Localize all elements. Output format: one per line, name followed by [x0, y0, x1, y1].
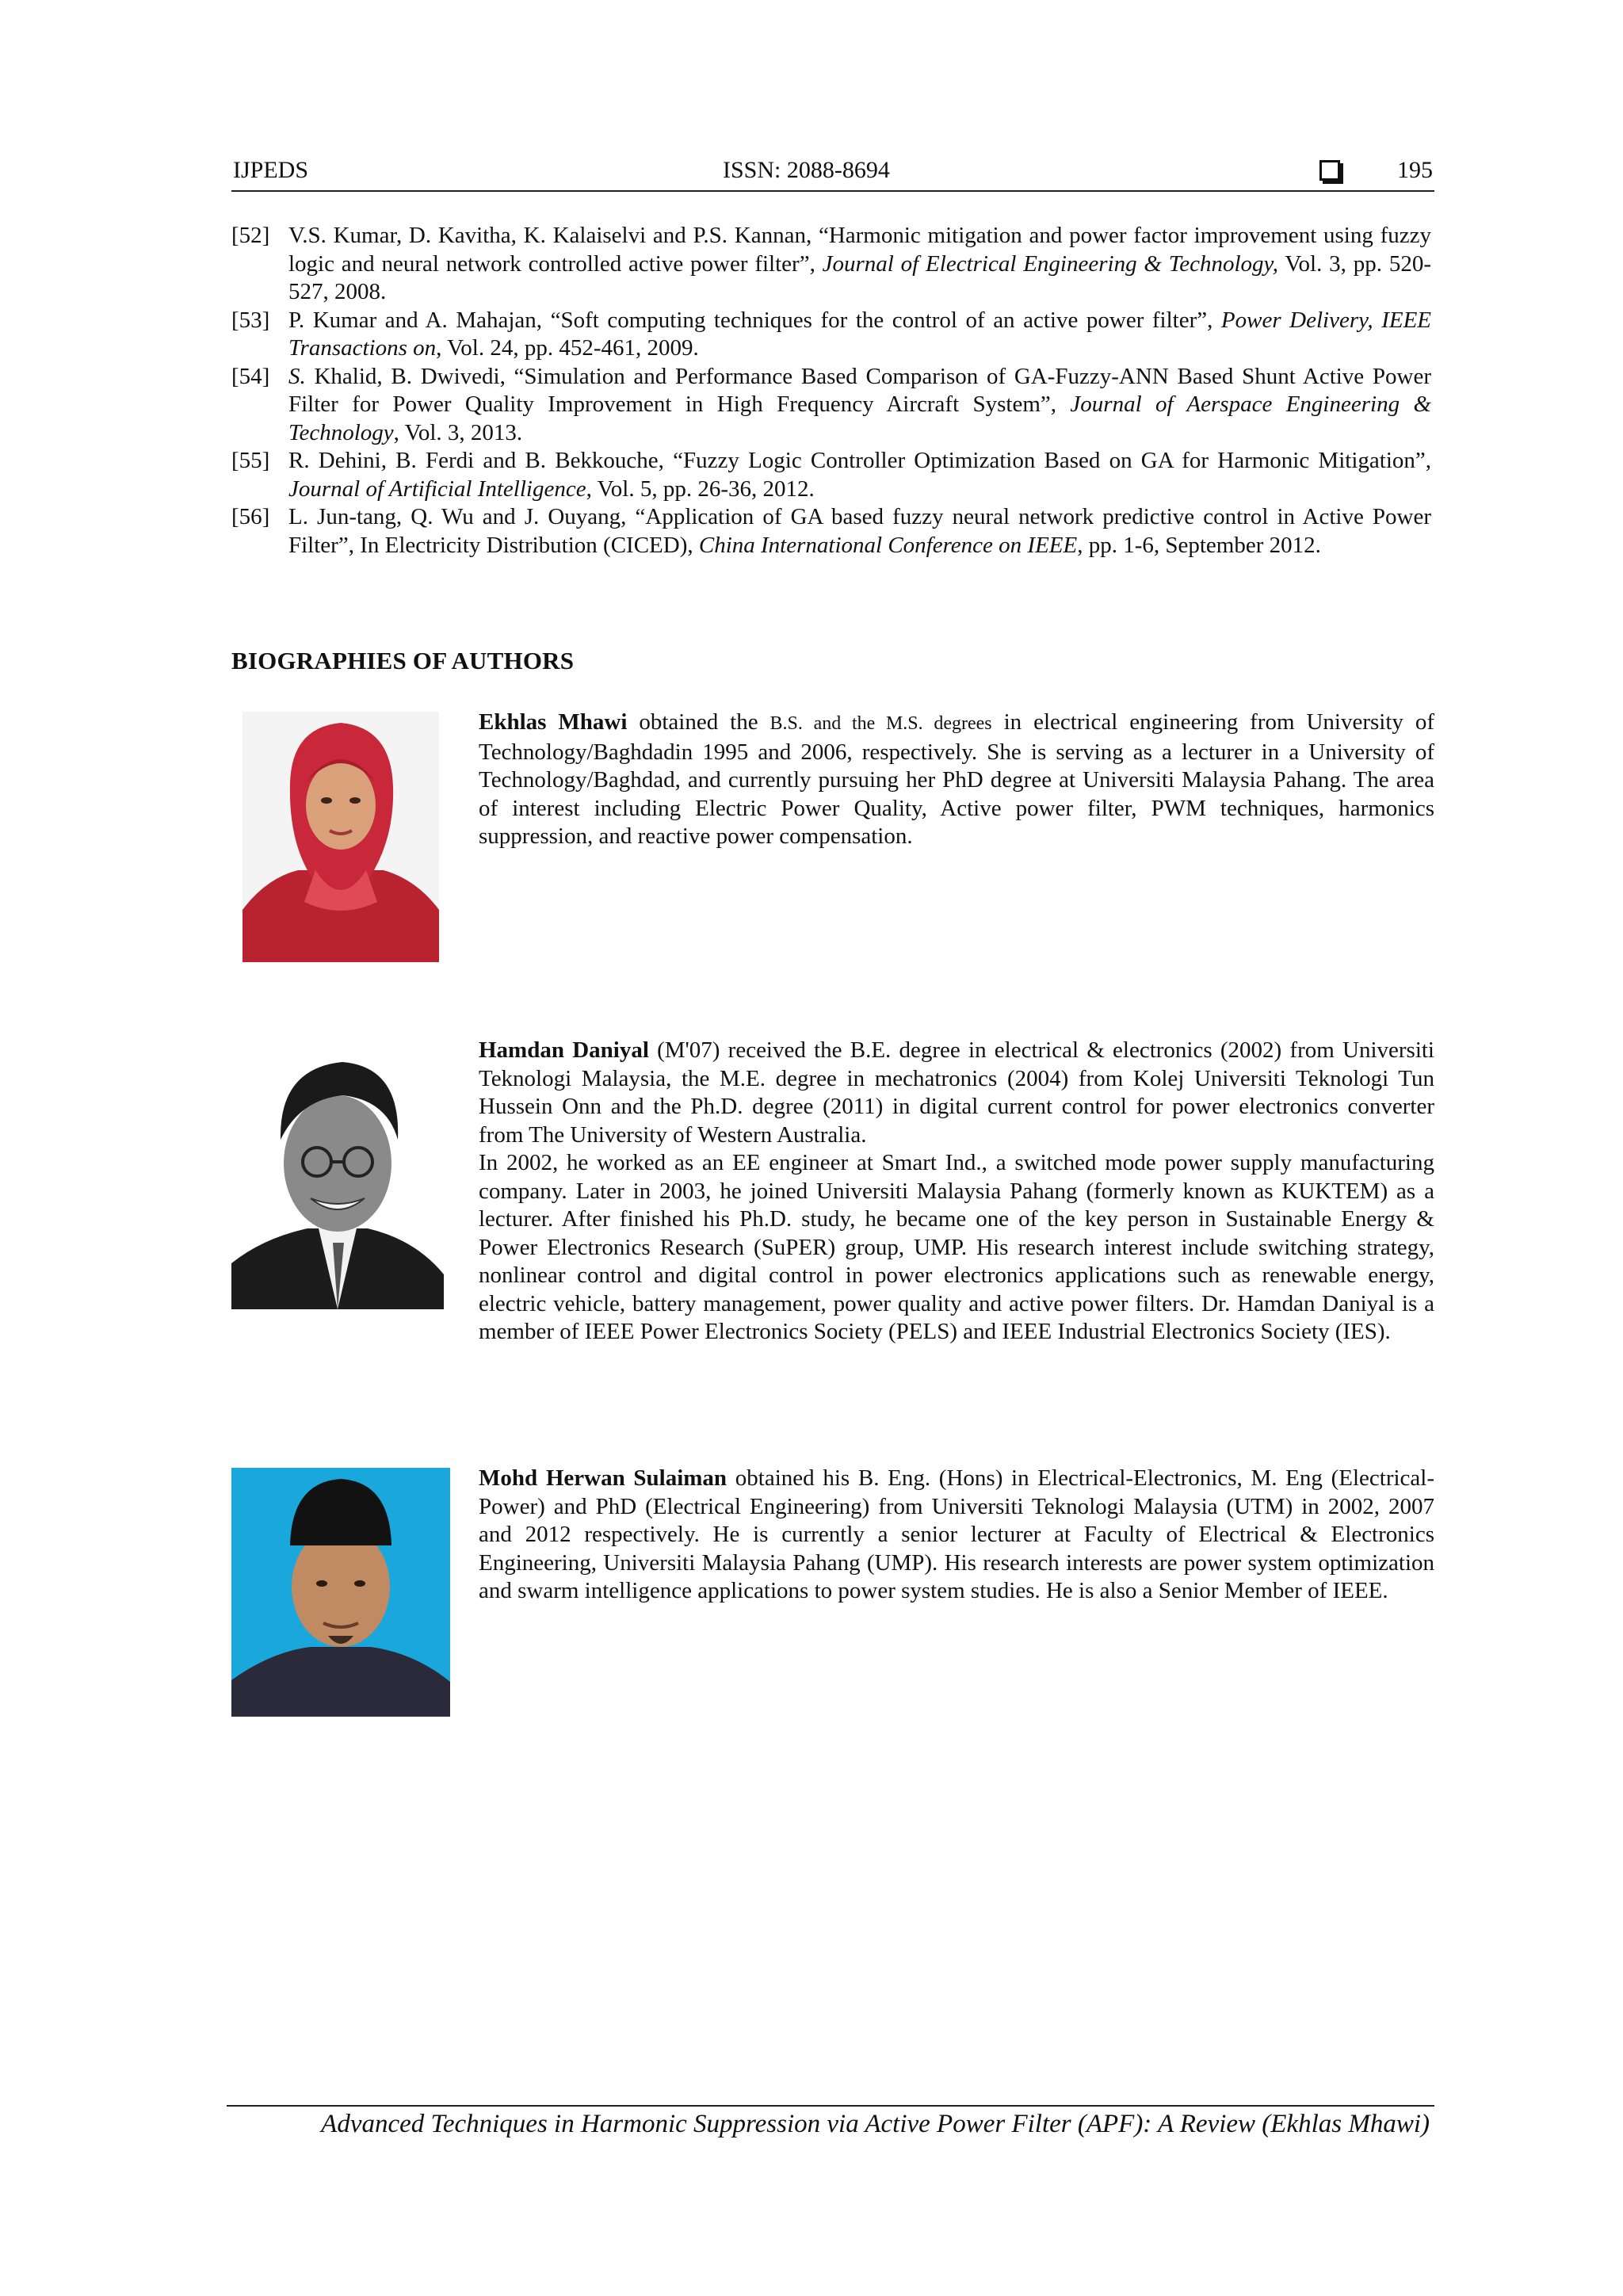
reference-lead: S.: [288, 363, 306, 389]
reference-list: [231, 222, 1431, 560]
bio-paragraph: In 2002, he worked as an EE engineer at Smart Ind., a switched mode power supply manufacturing company. Later in 2003, he joined Universiti Malaysia Pahang (formerly known as KUKTEM) as a lecturer. After finished his Ph.D. study, he became one of the key person in Sustainable Energy & Power Electronics Research (SuPER) group, UMP. His research interest include switching strategy, nonlinear control and digital control in power electronics applications such as renewable energy, electric vehicle, battery management, power quality and active power filters. Dr. Hamdan Daniyal is a member of IEEE Power Electronics Society (PELS) and IEEE Industrial Electronics Society (IES).: [479, 1150, 1434, 1344]
reference-item: [231, 307, 1431, 363]
reference-venue: Journal of Artificial Intelligence: [288, 476, 586, 502]
author-photo-hamdan: [231, 1045, 444, 1309]
reference-item: [231, 363, 1431, 448]
footer-rule: [227, 2105, 1434, 2107]
reference-text: Khalid, B. Dwivedi, “Simulation and Performance Based Comparison of GA-Fuzzy-ANN Based Shunt Active Power Filter for Power Quality Improvement in High Frequency Aircraft System”,: [288, 363, 1431, 417]
author-bio-ekhlas: [479, 709, 1434, 851]
bio-text: B.S. and the M.S. degrees: [769, 713, 992, 734]
reference-item: [231, 447, 1431, 503]
checkbox-square-icon: [1319, 160, 1340, 181]
reference-item: [231, 503, 1431, 560]
reference-tail: , Vol. 24, pp. 452-461, 2009.: [436, 335, 699, 361]
reference-venue: Journal of Aerspace Engineering & Technology: [288, 392, 1432, 445]
reference-item: [231, 222, 1431, 307]
reference-number: [52]: [231, 223, 270, 248]
issn: ISSN: 2088-8694: [723, 157, 890, 183]
page-footer: Advanced Techniques in Harmonic Suppression via Active Power Filter (APF): A Review (Ekhlas Mhawi): [321, 2110, 1430, 2138]
reference-tail: , Vol. 5, pp. 26-36, 2012.: [586, 476, 815, 502]
reference-number: [53]: [231, 307, 270, 333]
reference-number: [56]: [231, 504, 270, 529]
author-bio-herwan: [479, 1465, 1434, 1606]
reference-number: [54]: [231, 363, 270, 389]
journal-name: IJPEDS: [233, 157, 309, 183]
bio-text: obtained his B. Eng. (Hons) in Electrical-Electronics, M. Eng (Electrical-Power) and PhD (Electrical Engineering) from Universiti Teknologi Malaysia (UTM) in 2002, 2007 and 2012 respectively. He is currently a senior lecturer at Faculty of Electrical & Electronics Engineering, Universiti Malaysia Pahang (UMP). His research interests are power system optimization and swarm intelligence applications to power system studies. He is also a Senior Member of IEEE.: [479, 1465, 1434, 1603]
bio-text: (M'07) received the B.E. degree in electrical & electronics (2002) from Universiti Teknologi Malaysia, the M.E. degree in mechatronics (2004) from Kolej Universiti Teknologi Tun Hussein Onn and the Ph.D. degree (2011) in digital current control for power electronics converter from The University of Western Australia.: [479, 1037, 1434, 1148]
portrait-woman-icon: [242, 712, 439, 962]
reference-tail: , pp. 1-6, September 2012.: [1077, 532, 1321, 558]
reference-venue: Journal of Electrical Engineering & Technology,: [822, 250, 1279, 277]
bio-text: obtained the: [627, 709, 770, 735]
author-bio-hamdan: [479, 1037, 1434, 1347]
portrait-man-cap-icon: [231, 1468, 450, 1717]
author-name: Hamdan Daniyal: [479, 1037, 649, 1063]
author-name: Ekhlas Mhawi: [479, 709, 628, 735]
section-title: BIOGRAPHIES OF AUTHORS: [231, 647, 575, 674]
reference-text: L. Jun-tang, Q. Wu and J. Ouyang, “Application of GA based fuzzy neural network predictive control in Active Power Filter”, In Electricity Distribution (CICED),: [288, 504, 1431, 558]
reference-text: R. Dehini, B. Ferdi and B. Bekkouche, “Fuzzy Logic Controller Optimization Based on GA for Harmonic Mitigation”,: [288, 448, 1431, 473]
author-photo-herwan: [231, 1468, 450, 1717]
reference-tail: Vol. 3, pp. 520-527, 2008.: [288, 250, 1431, 304]
author-name: Mohd Herwan Sulaiman: [479, 1465, 727, 1491]
reference-venue: Power Delivery, IEEE Transactions on: [288, 307, 1432, 361]
reference-number: [55]: [231, 448, 270, 473]
page-number: 195: [1397, 157, 1433, 183]
reference-tail: , Vol. 3, 2013.: [393, 419, 523, 445]
reference-venue: China International Conference on IEEE: [698, 532, 1078, 558]
reference-text: V.S. Kumar, D. Kavitha, K. Kalaiselvi and P.S. Kannan, “Harmonic mitigation and power factor improvement using fuzzy logic and neural network controlled active power filter”,: [288, 223, 1431, 277]
bio-text: in electrical engineering from University of Technology/Baghdadin 1995 and 2006, respectively. She is serving as a lecturer in a University of Technology/Baghdad, and currently pursuing her PhD degree at Universiti Malaysia Pahang. The area of interest including Electric Power Quality, Active power filter, PWM techniques, harmonics suppression, and reactive power compensation.: [479, 709, 1434, 849]
reference-text: P. Kumar and A. Mahajan, “Soft computing techniques for the control of an active power filter”,: [288, 307, 1221, 333]
page-header: [231, 155, 1434, 192]
author-photo-ekhlas: [242, 712, 439, 962]
portrait-man-glasses-icon: [231, 1045, 444, 1309]
